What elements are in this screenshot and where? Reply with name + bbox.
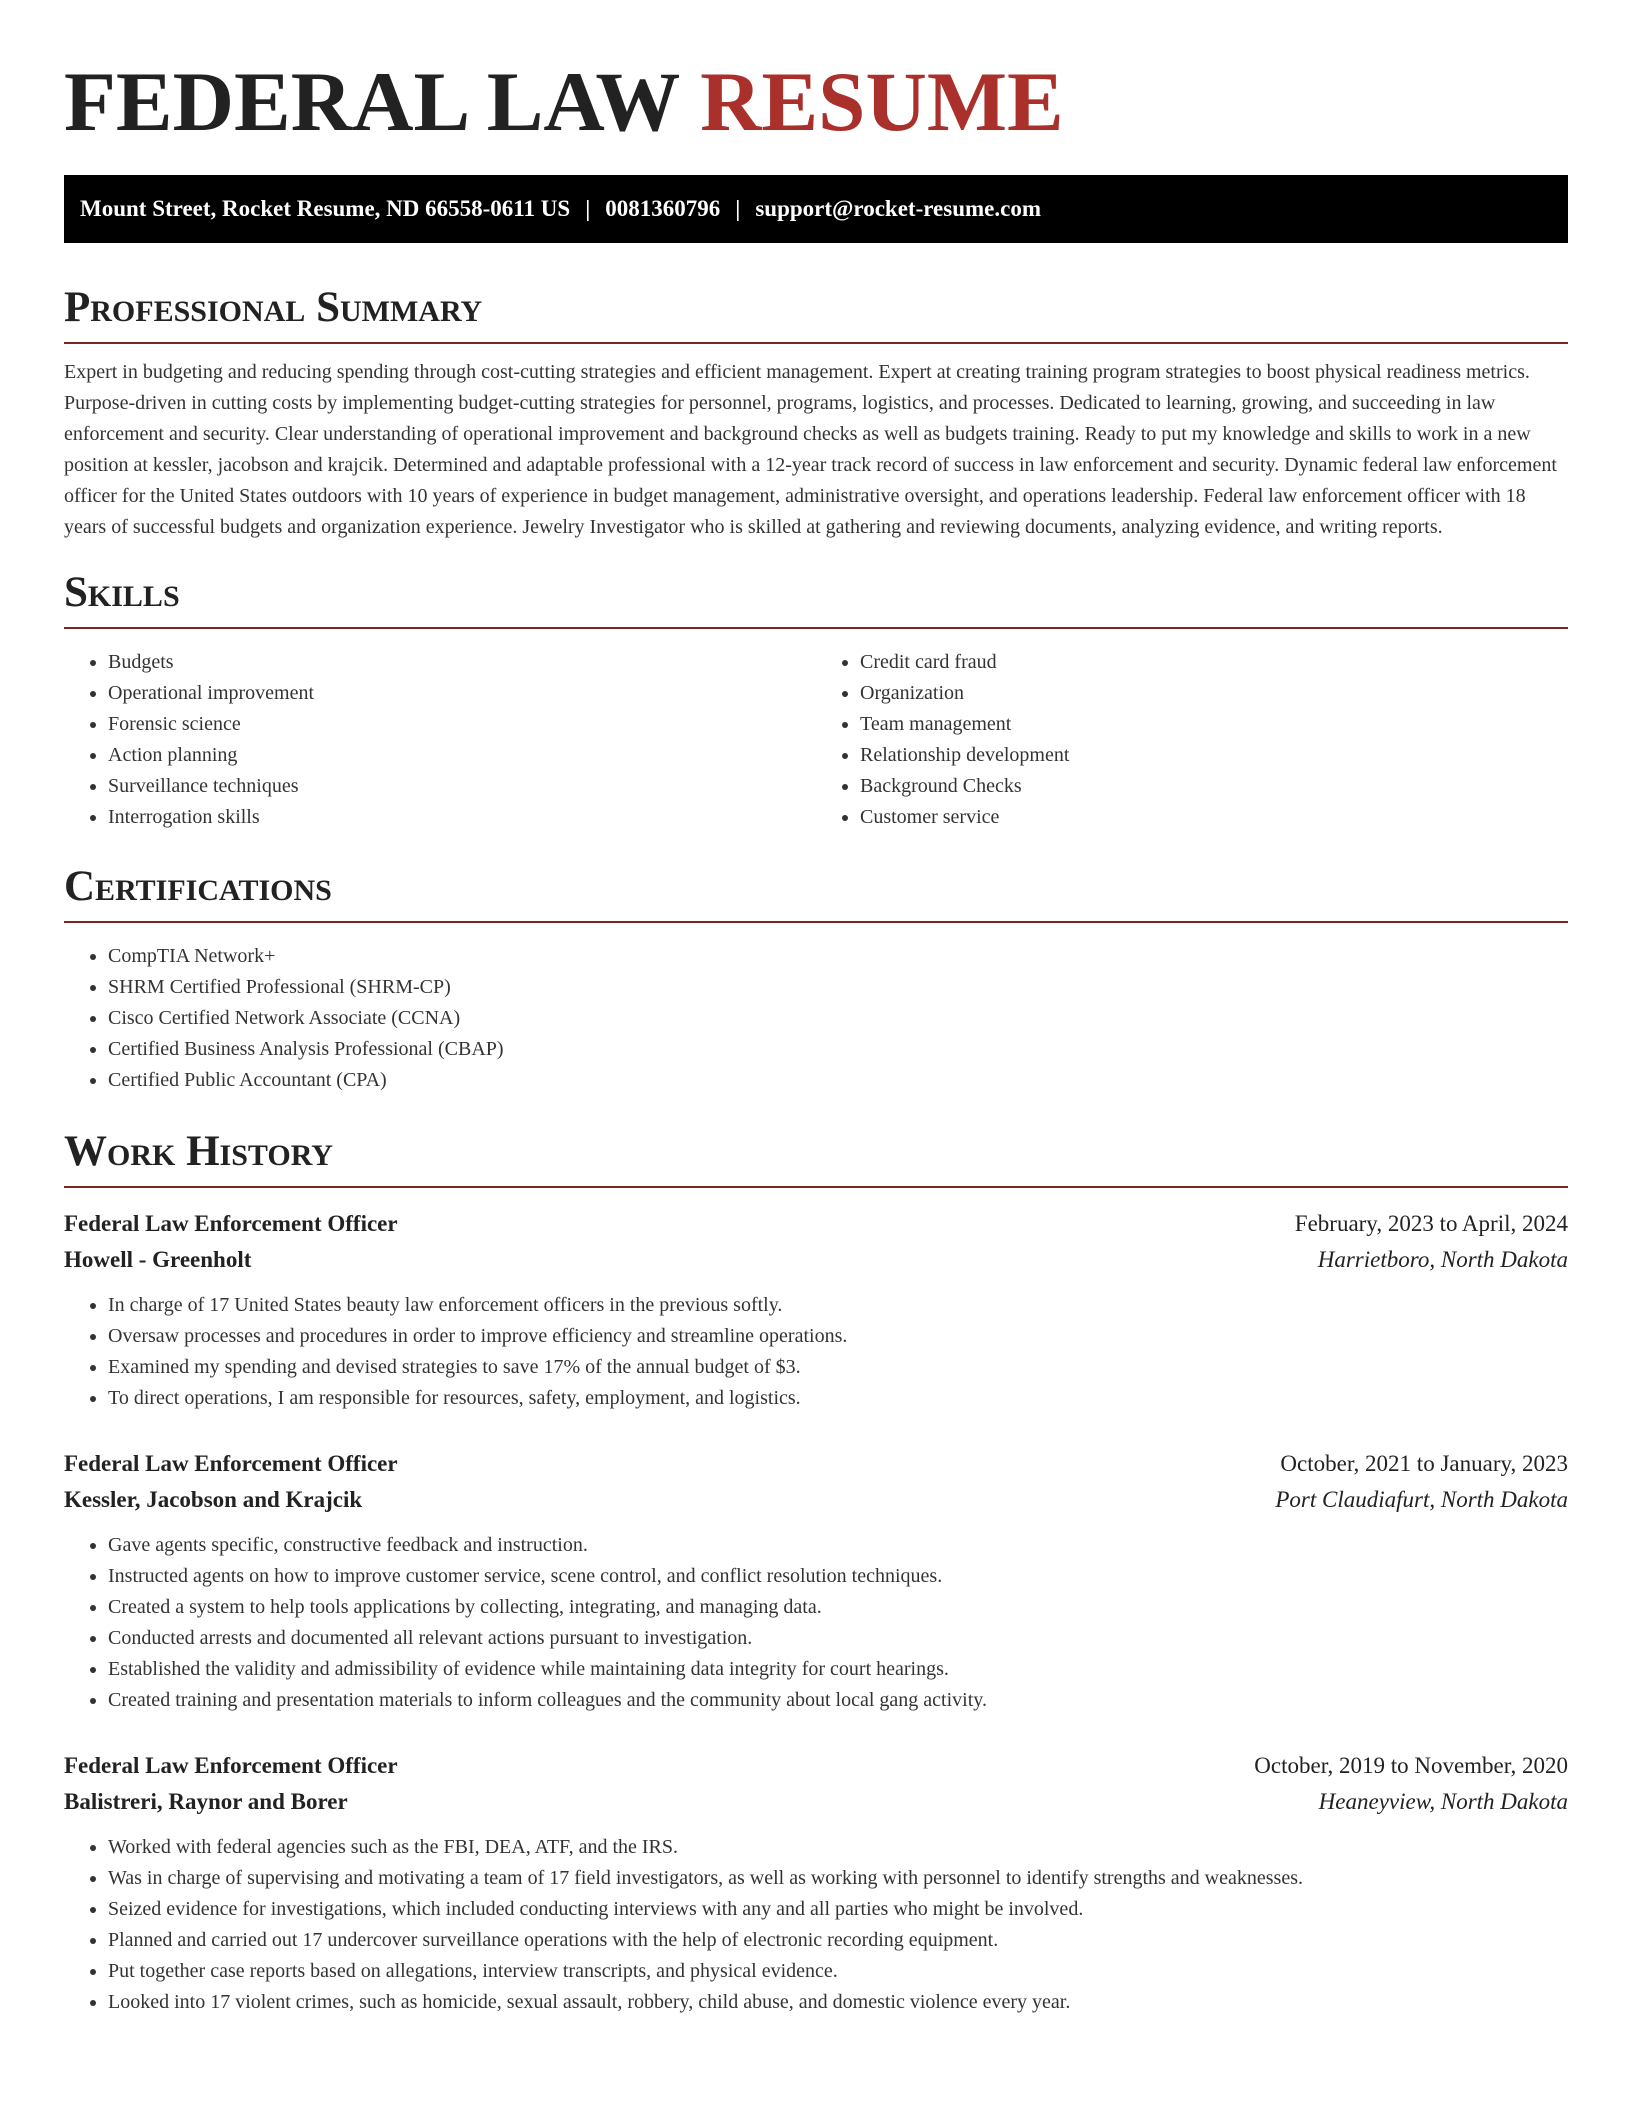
job-duty-item: • Looked into 17 violent crimes, such as homicide, sexual assault, robbery, child abuse, and domestic violence every year. (108, 1987, 1568, 2018)
job-duty-item: • Created training and presentation materials to inform colleagues and the community about local gang activity. (108, 1685, 1568, 1716)
skill-item: • Relationship development (860, 740, 1568, 771)
skill-item: • Budgets (108, 647, 816, 678)
job-duty-item: • Put together case reports based on allegations, interview transcripts, and physical evidence. (108, 1956, 1568, 1987)
job-duty-item: • Planned and carried out 17 undercover surveillance operations with the help of electronic recording equipment. (108, 1925, 1568, 1956)
job-duty-item: • To direct operations, I am responsible for resources, safety, employment, and logistics. (108, 1383, 1568, 1414)
certification-item: • Certified Business Analysis Professional (CBAP) (108, 1034, 1568, 1065)
skill-item: • Organization (860, 678, 1568, 709)
contact-separator: | (735, 196, 741, 221)
job-title: Federal Law Enforcement Officer (64, 1753, 398, 1778)
resume-title (64, 56, 1568, 148)
job-dates: October, 2021 to January, 2023 (1280, 1451, 1568, 1476)
skill-item: • Surveillance techniques (108, 771, 816, 802)
certification-item: • SHRM Certified Professional (SHRM-CP) (108, 972, 1568, 1003)
certifications-list (64, 941, 1568, 1096)
contact-separator: | (585, 196, 591, 221)
skills-list-right (816, 647, 1568, 833)
job-location: Harrietboro, North Dakota (1317, 1247, 1568, 1272)
job-location: Heaneyview, North Dakota (1318, 1789, 1568, 1814)
job-header-row (64, 1748, 1568, 1784)
job-company: Kessler, Jacobson and Krajcik (64, 1487, 363, 1512)
skill-item: • Background Checks (860, 771, 1568, 802)
job-duty-item: • Created a system to help tools applications by collecting, integrating, and managing data. (108, 1592, 1568, 1623)
job-entry (64, 1748, 1568, 2018)
job-duty-item: • Worked with federal agencies such as the FBI, DEA, ATF, and the IRS. (108, 1832, 1568, 1863)
certification-item: • Certified Public Accountant (CPA) (108, 1065, 1568, 1096)
contact-address: Mount Street, Rocket Resume, ND 66558-0611 US (80, 196, 571, 221)
skill-item: • Credit card fraud (860, 647, 1568, 678)
certification-item: • Cisco Certified Network Associate (CCNA) (108, 1003, 1568, 1034)
skills-heading: Skills (64, 567, 1568, 629)
job-duty-item: • Seized evidence for investigations, which included conducting interviews with any and all parties who might be involved. (108, 1894, 1568, 1925)
skills-grid (64, 629, 1568, 833)
job-duty-item: • Gave agents specific, constructive feedback and instruction. (108, 1530, 1568, 1561)
title-accent: RESUME (700, 55, 1064, 149)
contact-phone: 0081360796 (605, 196, 721, 221)
job-duty-item: • Instructed agents on how to improve customer service, scene control, and conflict resolution techniques. (108, 1561, 1568, 1592)
skill-item: • Team management (860, 709, 1568, 740)
certifications-heading: Certifications (64, 861, 1568, 923)
job-duty-item: • Established the validity and admissibility of evidence while maintaining data integrity for court hearings. (108, 1654, 1568, 1685)
job-duty-item: • In charge of 17 United States beauty law enforcement officers in the previous softly. (108, 1290, 1568, 1321)
job-company: Balistreri, Raynor and Borer (64, 1789, 348, 1814)
job-title: Federal Law Enforcement Officer (64, 1451, 398, 1476)
job-duty-item: • Examined my spending and devised strategies to save 17% of the annual budget of $3. (108, 1352, 1568, 1383)
job-duties (64, 1290, 1568, 1414)
work-history-heading: Work History (64, 1126, 1568, 1188)
job-company-row (64, 1482, 1568, 1518)
skill-item: • Operational improvement (108, 678, 816, 709)
job-company-row (64, 1242, 1568, 1278)
job-duty-item: • Was in charge of supervising and motivating a team of 17 field investigators, as well as working with personnel to identify strengths and weaknesses. (108, 1863, 1568, 1894)
job-company-row (64, 1784, 1568, 1820)
summary-heading: Professional Summary (64, 282, 1568, 344)
job-dates: February, 2023 to April, 2024 (1294, 1211, 1568, 1236)
job-entry (64, 1446, 1568, 1716)
skills-list-left (64, 647, 816, 833)
job-duty-item: • Oversaw processes and procedures in order to improve efficiency and streamline operations. (108, 1321, 1568, 1352)
job-entry (64, 1206, 1568, 1414)
job-title: Federal Law Enforcement Officer (64, 1211, 398, 1236)
job-duties (64, 1832, 1568, 2018)
title-main: FEDERAL LAW (64, 55, 679, 149)
job-header-row (64, 1206, 1568, 1242)
skill-item: • Customer service (860, 802, 1568, 833)
contact-bar (64, 175, 1568, 243)
job-header-row (64, 1446, 1568, 1482)
job-location: Port Claudiafurt, North Dakota (1275, 1487, 1568, 1512)
skill-item: • Forensic science (108, 709, 816, 740)
contact-email: support@rocket-resume.com (755, 196, 1041, 221)
job-duties (64, 1530, 1568, 1716)
certification-item: • CompTIA Network+ (108, 941, 1568, 972)
skill-item: • Action planning (108, 740, 816, 771)
skill-item: • Interrogation skills (108, 802, 816, 833)
job-company: Howell - Greenholt (64, 1247, 252, 1272)
job-dates: October, 2019 to November, 2020 (1254, 1753, 1568, 1778)
job-duty-item: • Conducted arrests and documented all relevant actions pursuant to investigation. (108, 1623, 1568, 1654)
summary-text: Expert in budgeting and reducing spending through cost-cutting strategies and efficient management. Expert at creating training program strategies to boost physical readiness metrics. Purpose-driven in cutting costs by implementing budget-cutting strategies for personnel, programs, logistics, and processes. Dedicated to learning, growing, and succeeding in law enforcement and security. Clear understanding of operational improvement and background checks as well as budgets training. Ready to put my knowledge and skills to work in a new position at kessler, jacobson and krajcik. Determined and adaptable professional with a 12-year track record of success in law enforcement and security. Dynamic federal law enforcement officer for the United States outdoors with 10 years of experience in budget management, administrative oversight, and operations leadership. Federal law enforcement officer with 18 years of successful budgets and organization experience. Jewelry Investigator who is skilled at gathering and reviewing documents, analyzing evidence, and writing reports. (64, 361, 1557, 538)
